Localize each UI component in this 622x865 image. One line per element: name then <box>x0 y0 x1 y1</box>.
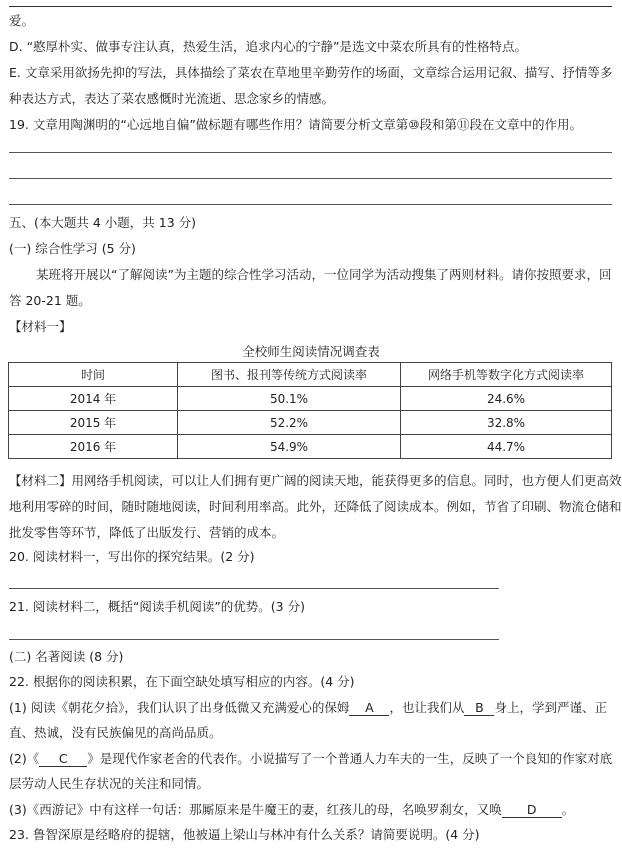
question-19: 19. 文章用陶渊明的“心远地自偏”做标题有哪些作用？请简要分析文章第⑩段和第⑪段在文章中的作用。 <box>9 117 583 132</box>
table-title: 全校师生阅读情况调查表 <box>242 344 380 359</box>
question-22-item1 <box>9 699 612 717</box>
material1-label: 【材料一】 <box>9 319 72 334</box>
question-20: 20. 阅读材料一，写出你的探究结果。(2 分) <box>9 549 255 564</box>
blank-b[interactable]: B <box>464 700 494 716</box>
item-text: (1) 阅读《朝花夕拾》，我们认识了出身低微又充满爱心的保姆 <box>9 700 350 715</box>
answer-line[interactable] <box>9 152 612 153</box>
table-header-row <box>9 363 612 387</box>
table-cell: 44.7% <box>401 435 612 459</box>
question-21: 21. 阅读材料二，概括“阅读手机阅读”的优势。(3 分) <box>9 599 305 614</box>
table-row <box>9 411 612 435</box>
material2-line3: 批发零售等环节，降低了出版发行、营销的成本。 <box>9 525 285 540</box>
material2-line2: 地利用零碎的时间，随时随地阅读，时间利用率高。此外，还降低了阅读成本。例如，节省了印刷、物流仓储和 <box>9 499 622 514</box>
item-text: 》是现代作家老舍的代表作。小说描写了一个普通人力车夫的一生，反映了一个良知的作家对底 <box>87 751 613 766</box>
blank-c[interactable]: C <box>39 751 87 767</box>
top-border <box>9 6 612 7</box>
item-text: 身上，学到严谨、正 <box>494 700 607 715</box>
table-cell: 2016 年 <box>9 435 178 459</box>
table-cell: 50.1% <box>178 387 401 411</box>
question-22-item2 <box>9 750 612 768</box>
item-text: (3)《西游记》中有这样一句话：那厮原来是牛魔王的妻，红孩儿的母，名唤罗刹女，又唤 <box>9 802 502 817</box>
option-e-line1: E. 文章采用欲扬先抑的写法，具体描绘了菜农在草地里辛勤劳作的场面，文章综合运用记叙、描写、抒情等多 <box>9 65 613 80</box>
item-text: ，也让我们从 <box>389 700 465 715</box>
part-heading: (二) 名著阅读 (8 分) <box>9 649 124 664</box>
answer-line[interactable] <box>9 639 499 640</box>
question-22: 22. 根据你的阅读积累，在下面空缺处填写相应的内容。(4 分) <box>9 674 355 689</box>
question-22-item3 <box>9 801 612 819</box>
part-heading: (一) 综合性学习 (5 分) <box>9 241 136 256</box>
answer-line[interactable] <box>9 588 499 589</box>
answer-line[interactable] <box>9 204 612 205</box>
option-d: D. “憨厚朴实、做事专注认真，热爱生活，追求内心的宁静”是选文中菜农所具有的性格特点。 <box>9 39 528 54</box>
answer-line[interactable] <box>9 178 612 179</box>
table-cell: 32.8% <box>401 411 612 435</box>
table-header-cell: 时间 <box>9 363 178 387</box>
question-22-item2-line2: 层劳动人民生存状况的关注和同情。 <box>9 776 210 791</box>
option-e-line2: 种表达方式，表达了菜农感慨时光流逝、思念家乡的情感。 <box>9 91 335 106</box>
material2-line1: 【材料二】用网络手机阅读，可以让人们拥有更广阔的阅读天地，能获得更多的信息。同时，也方便人们更高效 <box>9 473 622 488</box>
table-cell: 2015 年 <box>9 411 178 435</box>
intro-line1: 某班将开展以“了解阅读”为主题的综合性学习活动，一位同学为活动搜集了两则材料。请你按照要求，回 <box>36 267 612 282</box>
item-text: (2)《 <box>9 751 40 766</box>
table-cell: 52.2% <box>178 411 401 435</box>
table-header-cell: 图书、报刊等传统方式阅读率 <box>178 363 401 387</box>
table-cell: 54.9% <box>178 435 401 459</box>
table-header-cell: 网络手机等数字化方式阅读率 <box>401 363 612 387</box>
question-23: 23. 鲁智深原是经略府的提辖，他被逼上梁山与林冲有什么关系？请简要说明。(4 分) <box>9 827 480 842</box>
continued-text: 爱。 <box>9 13 35 28</box>
question-22-item1-line2: 直、热诚，没有民族偏见的高尚品质。 <box>9 725 222 740</box>
table-row <box>9 435 612 459</box>
item-text: 。 <box>561 802 575 817</box>
blank-d[interactable]: D <box>502 802 562 818</box>
survey-table <box>8 362 612 459</box>
table-cell: 2014 年 <box>9 387 178 411</box>
intro-line2: 答 20-21 题。 <box>9 293 91 308</box>
blank-a[interactable]: A <box>349 700 389 716</box>
section-heading: 五、(本大题共 4 小题，共 13 分) <box>9 215 197 230</box>
table-cell: 24.6% <box>401 387 612 411</box>
table-row <box>9 387 612 411</box>
